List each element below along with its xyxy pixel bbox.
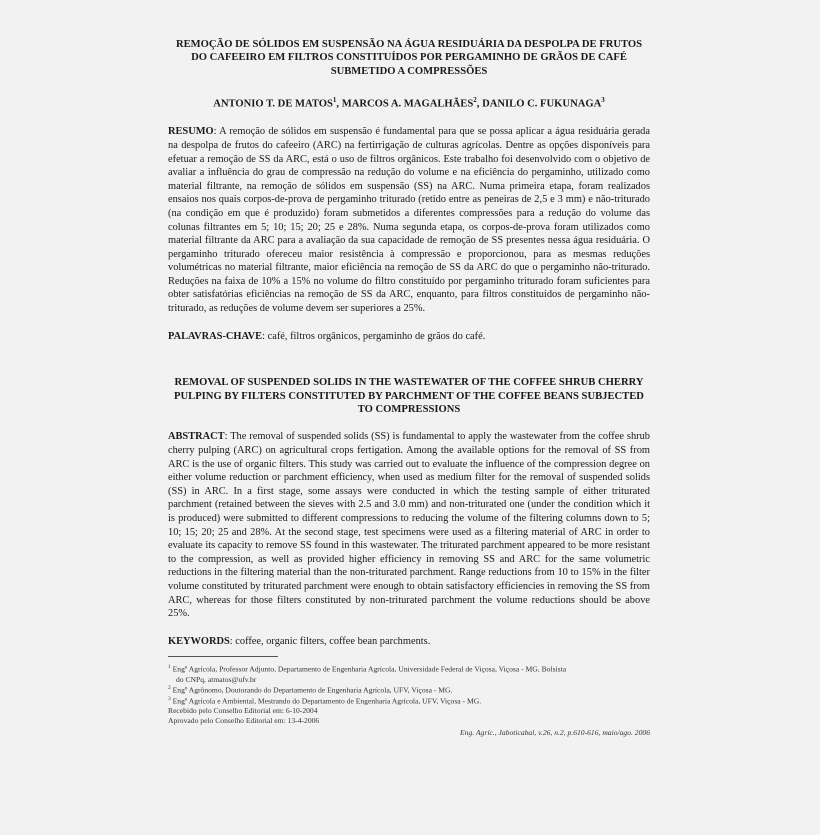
paper-page (168, 38, 650, 737)
author-2: MARCOS A. MAGALHÃES (341, 98, 474, 110)
abstract-label: ABSTRACT (168, 431, 225, 443)
footnote-divider (168, 656, 278, 657)
footnote-1-mark: 1 (168, 664, 171, 671)
author-list: ANTONIO T. DE MATOS$^1$, MARCOS A. MAGALHÃES$^2$, DANILO C. FUKUNAGA$^3$ (213, 96, 605, 110)
author-1-mark: 1 (332, 96, 337, 105)
resumo-label: RESUMO (168, 126, 214, 138)
title-portuguese: REMOÇÃO DE SÓLIDOS EM SUSPENSÃO NA ÁGUA RESIDUÁRIA DA DESPOLPA DE FRUTOS DO CAFEEIRO EM FILTROS CONSTITUÍDOS POR PERGAMINHO DE GRÃOS DE CAFÉ SUBMETIDO A COMPRESSÕES (175, 39, 643, 77)
approved-date: Aprovado pelo Conselho Editorial em: 13-4-2006 (168, 715, 320, 725)
resumo-text: : A remoção de sólidos em suspensão é fundamental para que se possa aplicar a água residuária gerada na despolpa de frutos do cafeeiro (ARC) na fertirrigação de culturas agrícolas. Dentre as opções disponíveis para efetuar a remoção de SS da ARC, está o uso de filtros orgânicos. Este trabalho foi desenvolvido com o objetivo de avaliar a influência do grau de compressão na redução do volume e na eficiência do pergaminho, utilizado como material filtrante, na remoção de sólidos em suspensão (SS) na ARC. Numa primeira etapa, foram realizados ensaios nos quais corpos-de-prova de pergaminho triturado (retido entre as peneiras de 2,5 e 3 mm) e não-triturado (na condição em que é produzido) foram submetidos a diferentes compressões para a redução do volume das colunas filtrantes em 5; 10; 15; 20; 25 e 28%. Numa segunda etapa, os corpos-de-prova foram utilizados como material filtrante da ARC para a avaliação da sua capacidade de remoção de SS presentes nessa água residuária. O pergaminho triturado ofereceu maior resistência à compressão e proporcionou, para as mesmas reduções volumétricas no material filtrante, maior eficiência na remoção de SS da ARC do que o pergaminho não-triturado. Reduções na faixa de 10% a 15% no volume do filtro constituído por pergaminho triturado foram suficientes para obter satisfatórias eficiências na remoção de SS da ARC, enquanto, para filtros constituídos de pergaminho não-triturado, as reduções de volume devem ser superiores a 25%. (168, 126, 650, 315)
footnote-1 (168, 663, 650, 684)
resumo (168, 125, 650, 315)
author-3-mark: 3 (601, 96, 605, 105)
title-english: REMOVAL OF SUSPENDED SOLIDS IN THE WASTEWATER OF THE COFFEE SHRUB CHERRY PULPING BY FILTERS CONSTITUTED BY PARCHMENT OF THE COFFEE BEANS SUBJECTED TO COMPRESSIONS (174, 377, 644, 416)
footnote-3 (168, 695, 650, 706)
footnote-2-text: Engº Agrônomo, Doutorando do Departamento de Engenharia Agrícola, UFV, Viçosa - MG. (172, 685, 453, 695)
footnote-2 (168, 684, 650, 695)
author-2-mark: 2 (473, 96, 477, 105)
keywords-label: KEYWORDS (168, 635, 230, 647)
journal-citation: Eng. Agríc., Jaboticabal, v.26, n.2, p.610-616, maio/ago. 2006 (460, 727, 650, 737)
abstract (168, 430, 650, 620)
footnote-3-text: Engº Agrícola e Ambiental, Mestrando do Departamento de Engenharia Agrícola, UFV, Viçosa - MG. (172, 696, 482, 706)
palavras-chave-text: : café, filtros orgânicos, pergaminho de grãos do café. (262, 330, 486, 342)
author-1: ANTONIO T. DE MATOS (213, 98, 333, 110)
footnote-2-mark: 2 (168, 685, 171, 692)
footnote-3-mark: 3 (168, 696, 171, 703)
footnote-1-continuation: do CNPq, atmatos@ufv.br (176, 674, 257, 684)
palavras-chave-label: PALAVRAS-CHAVE (168, 330, 263, 342)
keywords-text: : coffee, organic filters, coffee bean parchments. (229, 635, 431, 647)
abstract-text: : The removal of suspended solids (SS) is fundamental to apply the wastewater from the coffee shrub cherry pulping (ARC) on agricultural crops fertigation. Among the available options for the removal of SS from ARC is the use of organic filters. This study was carried out to evaluate the influence of the compression degree on either volume reduction or parchment efficiency, when used as medium filter for the removal of suspended solids (SS) in ARC. In a first stage, some assays were conducted in which the testing sample of either triturated parchment (retained between the sieves with 2.5 and 3.0 mm) and non-triturated one (under the condition which it is produced) were submitted to different compressions to reducing the volume of the filtering columns down to 5; 10; 15; 20; 25 and 28%. At the second stage, test specimens were used as a filtering material of ARC in order to evaluate its capacity to remove SS found in this wastewater. The triturated parchment appeared to be more resistant to the compression, as well as provided higher efficiency in removing SS and ARC for the same volumetric reductions in the filtering material than the non-triturated parchment. Range reductions from 10 to 15% in the filter volume constituted by triturated parchment were enough to obtain satisfactory efficiencies in removing the SS from ARC, whereas for those filters constituted by non-triturated parchment the volume reductions should be above 25%. (168, 431, 650, 620)
footnotes (168, 663, 650, 737)
palavras-chave (168, 330, 650, 344)
keywords (168, 635, 650, 649)
received-date: Recebido pelo Conselho Editorial em: 6-10-2004 (168, 706, 318, 716)
author-3: DANILO C. FUKUNAGA (482, 98, 602, 110)
footnote-1-text: Engº Agrícola, Professor Adjunto, Departamento de Engenharia Agrícola, Universidade Federal de Viçosa, Viçosa - MG, Bolsista (172, 664, 567, 674)
